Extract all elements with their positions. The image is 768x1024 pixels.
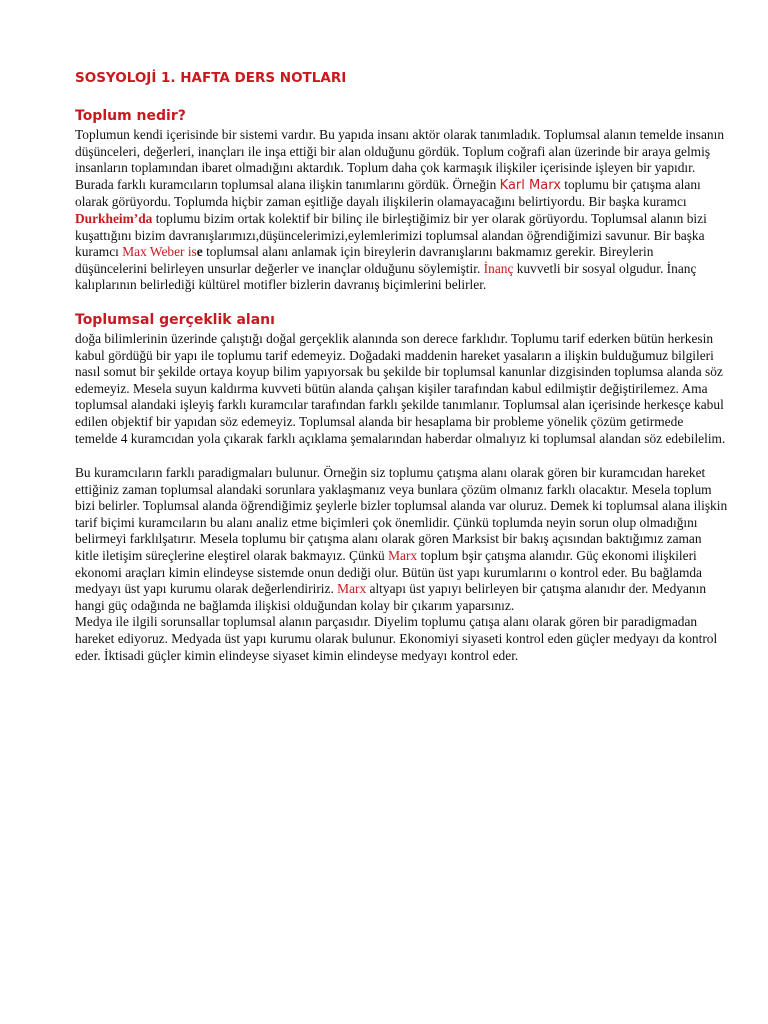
highlight-durkheim: Durkheim’da (75, 210, 153, 226)
highlight-marx: Marx (388, 548, 418, 564)
highlight-marx: Marx (337, 581, 367, 597)
section-heading-toplum-nedir: Toplum nedir? (75, 108, 186, 124)
paragraph-text: toplumu bir çatışma alanı olarak görüyordu. Toplumda hiçbir zaman eşitliğe dayalı ilişkilerin olamayacağını belirtiyordu. Bir başka kuramcı (75, 176, 701, 210)
section-heading-toplumsal-gerceklik: Toplumsal gerçeklik alanı (75, 311, 275, 328)
paragraph-text: Bu kuramcıların farklı paradigmaları bulunur. Örneğin siz toplumu çatışma alanı olarak gören bir kuramcıdan hareket ettiğiniz zaman toplumsal alandaki sorunlara yaklaşmanız veya bunlara çözüm olmanız farklı olacaktır. Mesela toplum bizi belirler. Toplumsal alanda öğrendiğimiz şeylerle bizler toplumsal alanda var oluruz. Demek ki toplumsal alana ilişkin tarif biçimi kuramcıların bu alanı analiz etme biçimleri çok önemlidir. Çünkü toplumda neyin sorun olup olmadığını belirmeyi farklılşatırır. Mesela toplumu bir çatışma alanı olarak gören Marksist bir bakış açısından baktığımız zaman kitle iletişim süreçlerine eleştirel olarak bakmayız. Çünkü (75, 465, 728, 564)
paragraph-gerceklik-3: Medya ile ilgili sorunsallar toplumsal alanın parçasıdır. Diyelim toplumu çatışa alanı olarak gören bir paradigmadan hareket ediyoruz. Medyada üst yapı kurumu olarak bulunur. Ekonomiyi siyaseti kontrol eden güçler medyayı da kontrol eder. İktisadi güçler kimin elindeyse siyaset kimin elindeyse medyayı kontrol eder. (75, 614, 718, 663)
paragraph-text: toplum bşir çatışma alanıdır. Güç ekonomi ilişkileri ekonomi araçları kimin elindeyse sistemde onun dediği olur. Bütün üst yapı kurumlarını o kontrol eder. Bu bağlamda medyayı üst yapı kurumu olarak değerlendiririz. (75, 548, 703, 597)
paragraph-text: altyapı üst yapıyı belirleyen bir çatışma alanıdır der. Medyanın hangi güç odağında ne bağlamda ilişkisi olduğundan kolay bir çıkarım yaparsınız. (75, 581, 707, 613)
paragraph-text: toplumsal alanı anlamak için bireylerin davranışlarını bakmamız gerekir. Bireylerin düşüncelerini belirleyen unsurlar değerler ve inançlar olduğunu söylemiştir. (75, 244, 654, 276)
highlight-max-weber-suffix: e (196, 244, 203, 260)
paragraph-text: kuvvetli bir sosyal olgudur. İnanç kalıplarının belirlediği kültürel motifler bizlerin davranış biçimlerini belirler. (75, 260, 697, 293)
paragraph-gerceklik-1: doğa bilimlerinin üzerinde çalıştığı doğal gerçeklik alanında son derece farklıdır. Toplumu tarif ederken bütün herkesin kabul gördüğü bir yapı ile toplumu tarif edemeyiz. Doğadaki maddenin hareket yasaların a ilişkin bulduğumuz bilgileri nasıl somut bir şekilde ortaya koyup bilim yapıyorsak bu şekilde bir toplumsal kanunlar dizgisinden toplumsa alanda söz edemeyiz. Mesela suyun kaldırma kuvveti bütün alanda çalışan kişiler tarafından kabul edilmiştir değiştirilemez. Ama toplumsal alandaki işleyiş farklı kuramcılar tarafından farklı şekilde tanımlanır. Toplumsal alan içerisinde herkesçe kabul edilen objektif bir yapıdan söz edemeyiz. Toplumsal alanda bir hesaplama bir probleme yönelik çözüm getirmede temelde 4 kuramcıdan yola çıkarak farklı açıklama şemalarından haberdar olmalıyız ki toplumsal alandan söz edebilelim. (75, 330, 726, 446)
paragraph-gerceklik-2 (75, 465, 728, 614)
paragraph-text: Toplumun kendi içerisinde bir sistemi vardır. Bu yapıda insanı aktör olarak tanımladık. Toplumsal alanın temelde insanın düşünceleri, değerleri, inançları ile inşa ettiği bir alan olduğunu gördük. Toplum coğrafi alan üzerinde bir araya gelmiş insanların toplamından ibaret olmadığını aktardık. Toplum daha çok karmaşık ilişkiler içerisinde işleyen bir yapıdır. Burada farklı kuramcıların toplumsal alana ilişkin tanımlarını gördük. Örneğin (75, 127, 725, 192)
paragraph-text: toplumu bizim ortak kolektif bir bilinç ile birleştiğimiz bir yer olarak görüyordu. Toplumsal alanın bizi kuşattığını bizim davranışlarımızı,düşüncelerimizi,eylemlerimizi toplumsal alandan öğrendiğimizi savunur. Bir başka kuramcı (75, 210, 707, 260)
highlight-inanc: İnanç (483, 260, 514, 276)
document-title: SOSYOLOJİ 1. HAFTA DERS NOTLARI (75, 70, 347, 86)
highlight-karl-marx: Karl Marx (499, 177, 561, 193)
paragraph-toplum-nedir (75, 127, 728, 294)
highlight-max-weber: Max Weber is (122, 244, 197, 260)
